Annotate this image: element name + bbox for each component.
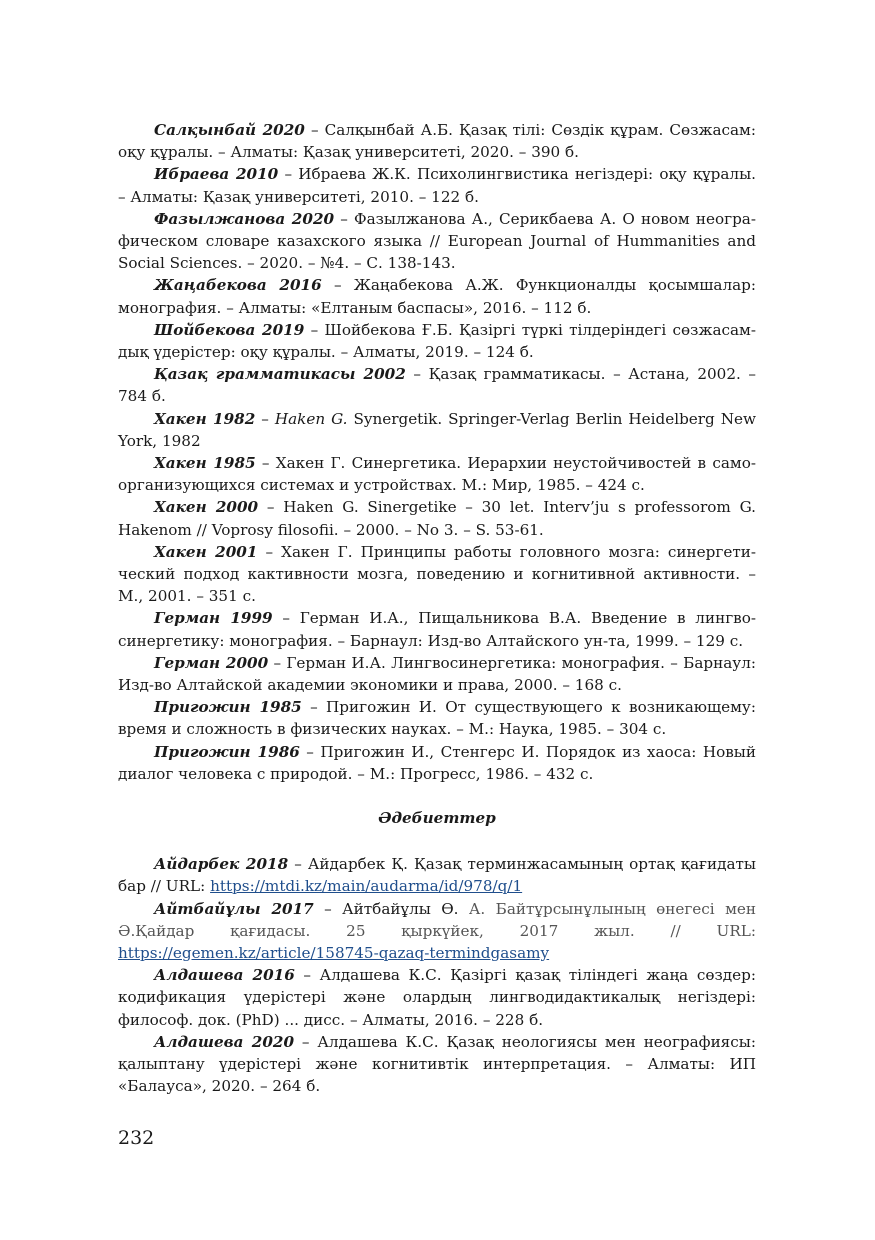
reference-text: Synergetik. Springer-Verlag Berlin Heidelberg New York, 1982	[118, 409, 756, 450]
reference-key: Хакен 1985	[154, 454, 256, 473]
reference-text: – Хакен Г. Синергетика. Иерархии неустойчивостей в самоорганизующихся системах и устройствах. М.: Мир, 1985. – 424 с.	[118, 454, 756, 495]
reference-entry	[118, 119, 756, 163]
reference-text: – Пригожин И. От существующего к возникающему: время и сложность в физических науках. – М.: Наука, 1985. – 304 с.	[118, 698, 756, 739]
reference-entry	[118, 496, 756, 540]
literature-text: – Айтбайұлы Ө.	[313, 899, 469, 918]
reference-key: Пригожин 1986	[154, 742, 300, 761]
reference-entry	[118, 408, 756, 452]
literature-entry	[118, 1031, 756, 1098]
literature-url-link[interactable]: https://mtdi.kz/main/audarma/id/978/q/1	[210, 877, 523, 896]
reference-entry	[118, 607, 756, 651]
reference-text: – Шойбекова Ғ.Б. Қазіргі түркі тілдеріндегі сөзжасамдық үдерістер: оқу құралы. – Алматы, 2019. – 124 б.	[118, 320, 757, 362]
reference-text: – Haken G. Sinergetike – 30 let. Interv’ju s professorom G. Hakenom // Voprosy filosofii. – 2000. – No 3. – S. 53-61.	[118, 498, 757, 539]
literature-entry	[118, 964, 756, 1031]
reference-key: Герман 1999	[154, 609, 273, 628]
reference-key: Фазылжанова 2020	[154, 209, 335, 228]
reference-entry	[118, 652, 756, 696]
reference-text: – Герман И.А., Пищальникова В.А. Введение в лингвосинергетику: монография. – Барнаул: Изд-во Алтайского ун-та, 1999. – 129 с.	[118, 609, 756, 650]
reference-key: Қазақ грамматикасы 2002	[154, 365, 406, 384]
reference-key: Шойбекова 2019	[154, 320, 305, 339]
reference-text-prefix: –	[255, 409, 275, 428]
reference-author-italic: Haken G.	[274, 409, 348, 428]
reference-entry	[118, 741, 756, 785]
literature-key: Айтбайұлы 2017	[154, 899, 314, 918]
reference-entry	[118, 208, 756, 275]
reference-text: – Хакен Г. Принципы работы головного мозга: синергетический подход кактивности мозга, поведению и когнитивной активности. – М., 2001. – 351 с.	[118, 542, 756, 606]
literature-key: Айдарбек 2018	[154, 855, 289, 874]
reference-text: – Салқынбай А.Б. Қазақ тілі: Сөздік құрам. Сөзжасам: оқу құралы. – Алматы: Қазақ университеті, 2020. – 390 б.	[118, 121, 756, 162]
reference-entry	[118, 452, 756, 496]
reference-key: Жаңабекова 2016	[154, 276, 322, 295]
literature-list	[118, 853, 756, 1097]
reference-key: Хакен 1982	[154, 409, 256, 428]
reference-entry	[118, 696, 756, 740]
section-heading: Әдебиеттер	[378, 809, 496, 828]
reference-key: Пригожин 1985	[154, 698, 302, 717]
reference-key: Ибраева 2010	[154, 165, 279, 184]
literature-text: – Алдашева К.С. Қазіргі қазақ тіліндегі жаңа сөздер: кодификация үдерістері және олардың лингводидактикалық негіздері: философ. док. (PhD) ... дисс. – Алматы, 2016. – 228 б.	[118, 966, 756, 1029]
reference-text: – Қазақ грамматикасы. – Астана, 2002. – 784 б.	[118, 365, 757, 406]
reference-key: Хакен 2000	[154, 498, 259, 517]
literature-key: Алдашева 2016	[154, 966, 295, 985]
reference-entry	[118, 363, 756, 407]
reference-key: Герман 2000	[154, 653, 269, 672]
reference-text: – Ибраева Ж.К. Психолингвистика негіздері: оқу құралы. – Алматы: Қазақ университеті, 2010. – 122 б.	[118, 165, 756, 206]
literature-entry	[118, 898, 756, 965]
reference-text: – Пригожин И., Стенгерс И. Порядок из хаоса: Новый диалог человека с природой. – М.: Прогресс, 1986. – 432 с.	[118, 742, 756, 783]
reference-text: – Герман И.А. Лингвосинергетика: монография. – Барнаул: Изд-во Алтайской академии экономики и права, 2000. – 168 с.	[118, 653, 756, 695]
literature-key: Алдашева 2020	[154, 1032, 295, 1051]
reference-text: – Фазылжанова А., Серикбаева А. О новом неографическом словаре казахского языка // European Journal of Hummanities and Social Sciences. – 2020. – №4. – С. 138-143.	[118, 209, 756, 273]
literature-text: – Айдарбек Қ. Қазақ терминжасамының ортақ қағидаты бар // URL:	[118, 855, 756, 896]
literature-url-link[interactable]: https://egemen.kz/article/158745-qazaq-termindgasamy	[118, 943, 550, 962]
literature-text: – Алдашева К.С. Қазақ неологиясы мен неографиясы: қалыптану үдерістері және когнитивтік интерпретация. – Алматы: ИП «Балауса», 2020. – 264 б.	[118, 1032, 756, 1096]
reference-text: – Жаңабекова А.Ж. Функционалды қосымшалар: монография. – Алматы: «Елтаным баспасы», 2016. – 112 б.	[118, 276, 756, 317]
literature-entry	[118, 853, 756, 897]
reference-entry	[118, 541, 756, 608]
reference-key: Хакен 2001	[154, 542, 258, 561]
literature-text-gray: А. Байтұрсынұлының өнегесі мен Ә.Қайдар қағидасы. 25 қыркүйек, 2017 жыл. // URL:	[118, 899, 756, 940]
page-body	[118, 119, 756, 1097]
reference-key: Салқынбай 2020	[154, 121, 305, 139]
page-number: 232	[118, 1127, 155, 1149]
reference-entry	[118, 319, 756, 363]
reference-list	[118, 119, 756, 785]
reference-entry	[118, 274, 756, 318]
reference-entry	[118, 163, 756, 207]
